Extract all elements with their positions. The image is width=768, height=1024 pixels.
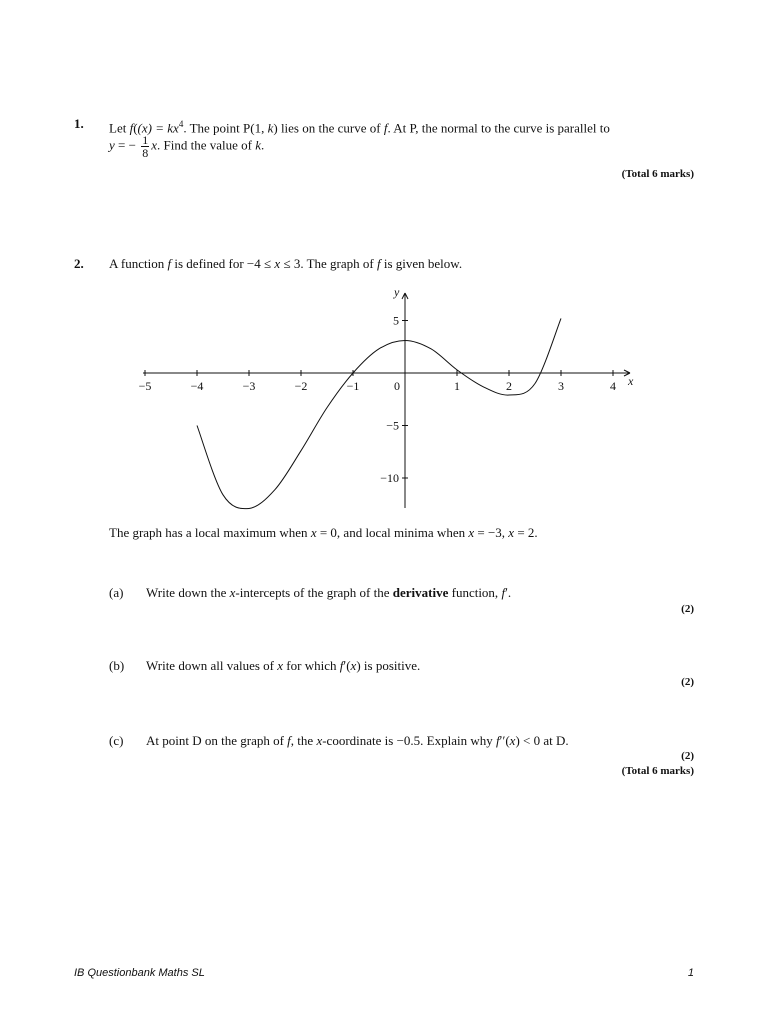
x-tick-label: 1: [454, 379, 460, 393]
part-a-marks: (2): [681, 603, 694, 615]
x-tick-label: 2: [506, 379, 512, 393]
question-1-number: 1.: [74, 116, 84, 131]
x-axis-label: x: [628, 374, 634, 388]
x-tick-label: −5: [138, 379, 152, 393]
part-a-label: (a): [109, 585, 124, 600]
question-1-line-2: y = − $\frac{1}{8}$ x. Find the value of k.: [109, 133, 265, 160]
question-2-number: 2.: [74, 256, 84, 271]
footer-source: IB Questionbank Maths SL: [74, 967, 205, 979]
question-1-line-1: Let $f((x) = kx^4$. The point P(1, k) lies on the curve of f. At P, the normal to the curve is parallel to: [109, 119, 610, 136]
x-tick-label: −2: [294, 379, 308, 393]
y-tick-label: −5: [386, 418, 399, 433]
y-tick-label: −10: [380, 471, 399, 485]
x-tick-label: 4: [610, 379, 616, 393]
function-curve: [197, 318, 561, 508]
question-1-total-marks: (Total 6 marks): [621, 168, 694, 180]
fraction-one-eighth: $\frac{1}{8}$: [142, 133, 149, 160]
question-2-intro: A function f is defined for −4 ≤ x ≤ 3. The graph of f is given below.: [109, 256, 463, 271]
question-2-statement: The graph has a local maximum when x = 0, and local minima when x = −3, x = 2.: [109, 525, 538, 540]
part-b-marks: (2): [681, 676, 694, 688]
y-tick-label: 5: [393, 313, 399, 328]
part-c-marks: (2): [681, 750, 694, 762]
part-c-label: (c): [109, 733, 124, 748]
x-tick-label: −3: [242, 379, 256, 393]
x-tick-label: 0: [394, 379, 400, 393]
question-2-total-marks: (Total 6 marks): [621, 765, 694, 777]
footer-page-number: 1: [687, 967, 694, 979]
part-c-text: At point D on the graph of f, the x-coordinate is −0.5. Explain why f′′(x) < 0 at D.: [146, 733, 569, 748]
x-tick-label: 3: [558, 379, 564, 393]
part-b-label: (b): [109, 658, 125, 673]
y-axis-label: y: [394, 285, 400, 299]
x-tick-label: −4: [190, 379, 204, 393]
graph-ticks: [139, 314, 616, 486]
x-tick-label: −1: [346, 379, 360, 393]
part-a-text: Write down the x-intercepts of the graph of the derivative function, f′.: [146, 585, 512, 600]
part-b-text: Write down all values of x for which f′(x) is positive.: [146, 658, 421, 673]
